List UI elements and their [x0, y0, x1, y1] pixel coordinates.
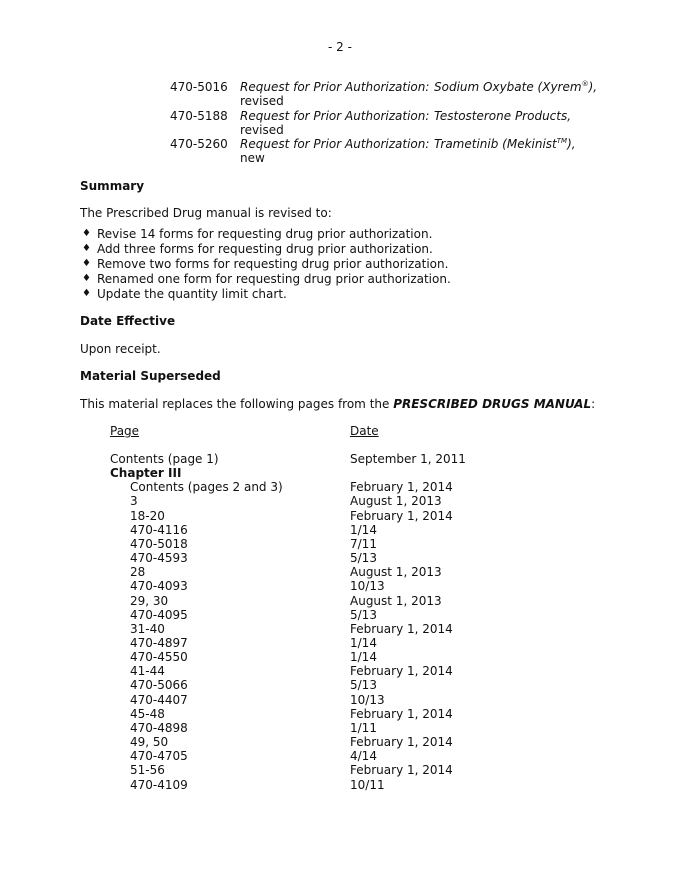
date-cell: 1/14 — [350, 650, 377, 665]
page-cell: 470-4705 — [130, 749, 188, 764]
date-cell: February 1, 2014 — [350, 480, 453, 495]
form-status: revised — [240, 94, 284, 109]
form-number: 470-5260 — [170, 137, 228, 152]
table-row — [110, 622, 560, 636]
table-row — [110, 650, 560, 664]
page-cell: 470-4093 — [130, 579, 188, 594]
table-row — [110, 480, 560, 494]
date-cell: February 1, 2014 — [350, 621, 453, 636]
page-cell: 49, 50 — [130, 735, 169, 750]
date-cell: 1/11 — [350, 720, 377, 735]
diamond-bullet-icon: ♦ — [82, 228, 91, 239]
summary-bullets — [82, 227, 582, 302]
form-status: new — [240, 151, 265, 166]
form-title: Request for Prior Authorization: — [240, 108, 430, 123]
table-row — [110, 551, 560, 565]
date-cell: 5/13 — [350, 678, 377, 693]
table-row — [110, 608, 560, 622]
table-row — [110, 778, 560, 792]
table-row — [110, 494, 560, 508]
date-cell: February 1, 2014 — [350, 706, 453, 721]
form-number: 470-5188 — [170, 108, 228, 123]
page-cell: Contents (pages 2 and 3) — [130, 480, 283, 495]
page-cell: 29, 30 — [130, 593, 169, 608]
date-cell: 5/13 — [350, 551, 377, 566]
table-row — [110, 693, 560, 707]
form-drug: Sodium Oxybate (Xyrem®), — [434, 80, 598, 94]
date-cell: February 1, 2014 — [350, 763, 453, 778]
bullet-item: ♦ Renamed one form for requesting drug prior authorization. — [82, 272, 451, 286]
page-cell: 470-4550 — [130, 650, 188, 665]
superseded-table — [110, 424, 560, 792]
page-cell: 470-4095 — [130, 607, 188, 622]
page-cell: 31-40 — [130, 621, 165, 636]
summary-heading: Summary — [80, 179, 145, 193]
date-effective-text: Upon receipt. — [80, 342, 161, 356]
page-cell: 470-4407 — [130, 692, 188, 707]
date-cell: February 1, 2014 — [350, 664, 453, 679]
date-cell: February 1, 2014 — [350, 735, 453, 750]
page-cell: 470-4593 — [130, 551, 188, 566]
diamond-bullet-icon: ♦ — [82, 273, 91, 284]
table-row — [110, 565, 560, 579]
form-title: Request for Prior Authorization: — [240, 137, 430, 152]
date-cell: 10/13 — [350, 692, 385, 707]
superseded-intro: This material replaces the following pages from the PRESCRIBED DRUGS MANUAL: — [80, 397, 596, 411]
page-cell: 470-5066 — [130, 678, 188, 693]
page-cell: 41-44 — [130, 664, 165, 679]
bullet-item: ♦ Revise 14 forms for requesting drug prior authorization. — [82, 227, 433, 241]
page-cell: 470-4109 — [130, 777, 188, 792]
form-item — [170, 80, 610, 109]
table-row — [110, 749, 560, 763]
form-number: 470-5016 — [170, 80, 228, 94]
diamond-bullet-icon: ♦ — [82, 288, 91, 299]
form-drug: Trametinib (Mekinist™), — [434, 137, 576, 152]
table-row — [110, 594, 560, 608]
date-cell: February 1, 2014 — [350, 508, 453, 523]
table-row — [110, 664, 560, 678]
table-row — [110, 678, 560, 692]
form-item — [170, 109, 610, 138]
table-row — [110, 523, 560, 537]
table-row: Contents (page 1) September 1, 2011 — [110, 451, 466, 466]
col-page-header: Page — [110, 424, 140, 438]
table-row — [110, 509, 560, 523]
date-cell: 7/11 — [350, 536, 377, 551]
page-number: - 2 - — [328, 40, 352, 54]
page-cell: 28 — [130, 565, 146, 580]
diamond-bullet-icon: ♦ — [82, 243, 91, 254]
table-row — [110, 707, 560, 721]
chapter-heading: Chapter III — [110, 466, 182, 481]
date-cell: 1/14 — [350, 635, 377, 650]
table-row — [110, 721, 560, 735]
page-cell: 3 — [130, 494, 138, 509]
date-cell: August 1, 2013 — [350, 565, 442, 580]
date-cell: August 1, 2013 — [350, 593, 442, 608]
page-cell: 18-20 — [130, 508, 165, 523]
date-cell: August 1, 2013 — [350, 494, 442, 509]
date-cell: 5/13 — [350, 607, 377, 622]
date-cell: 10/11 — [350, 777, 385, 792]
form-drug: Testosterone Products, — [434, 108, 572, 123]
table-row — [110, 735, 560, 749]
table-row — [110, 636, 560, 650]
col-date-header: Date — [350, 424, 379, 438]
table-row — [110, 579, 560, 593]
bullet-item: ♦ Add three forms for requesting drug prior authorization. — [82, 242, 433, 256]
table-row — [110, 763, 560, 777]
page-cell: 470-4898 — [130, 720, 188, 735]
form-item — [170, 137, 610, 166]
form-title: Request for Prior Authorization: — [240, 80, 430, 94]
table-row — [110, 537, 560, 551]
summary-intro: The Prescribed Drug manual is revised to: — [80, 206, 332, 220]
table-header — [110, 424, 560, 438]
date-effective-heading: Date Effective — [80, 314, 176, 328]
page-cell: 470-4897 — [130, 635, 188, 650]
page-cell: 470-5018 — [130, 536, 188, 551]
date-cell: 1/14 — [350, 522, 377, 537]
material-superseded-heading: Material Superseded — [80, 369, 221, 383]
form-status: revised — [240, 122, 284, 137]
page-cell: 51-56 — [130, 763, 165, 778]
bullet-item: ♦ Remove two forms for requesting drug prior authorization. — [82, 257, 449, 271]
date-cell: 10/13 — [350, 579, 385, 594]
forms-list — [170, 80, 610, 166]
date-cell: 4/14 — [350, 749, 377, 764]
page-cell: 470-4116 — [130, 522, 188, 537]
page-cell: 45-48 — [130, 706, 165, 721]
diamond-bullet-icon: ♦ — [82, 258, 91, 269]
bullet-item: ♦ Update the quantity limit chart. — [82, 287, 287, 301]
